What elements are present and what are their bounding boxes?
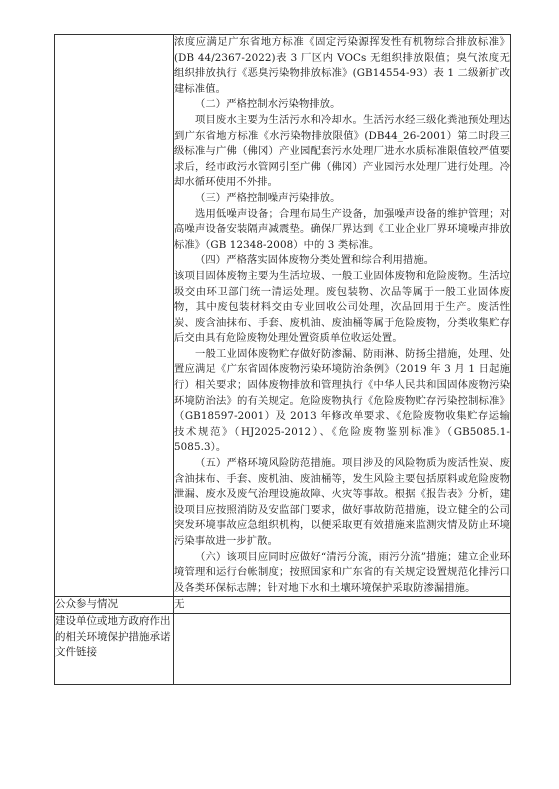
paragraph-4: （三）严格控制噪声污染排放。 [195,191,341,204]
paragraph-8: 一般工业固体废物贮存做好防渗漏、防雨淋、防扬尘措施，处理、处置应满足《广东省固体废物污染环境防治条例》（2019 年 3 月 1 日起施行）相关要求；固体废物排放和管理执行《中华人民共和国固体废物污染环境防治法》的有关规定。危险废物执行《危险废物贮存污染控制标准》（GB18597-2001）及 2013 年修改单要求、《危险废物收集贮存运输技术规范》（HJ2025-2012）、《危险废物鉴别标准》（GB5085.1-5085.3）。 [174,347,510,454]
measures-row [55,35,511,597]
paragraph-10: （六）该项目应同时应做好“清污分流，雨污分流”措施；建立企业环境管理和运行台帐制度；按照国家和广东省的有关规定设置规范化排污口及各类环保标志牌；针对地下水和土壤环境保护采取防渗漏措施。 [174,550,510,594]
public-participation-row [55,597,511,614]
measures-content-cell [174,35,511,597]
paragraph-5: 选用低噪声设备；合理布局生产设备，加强噪声设备的维护管理；对高噪声设备安装隔声减震垫。确保厂界达到《工业企业厂界环境噪声排放标准》（GB 12348-2008）中的 3 类标准。 [174,207,510,251]
paragraph-9: （五）严格环境风险防范措施。项目涉及的风险物质为废活性炭、废含油抹布、手套、废机油、废油桶等，发生风险主要包括原料或危险废物泄漏、废水及废气治理设施故障、火灾等事故。根据《报告表》分析，建设项目应按照消防及安监部门要求，做好事故防范措施，设立健全的公司突发环境事故应急组织机构，以便采取更有效措施来监测灾情及防止环境污染事故进一步扩散。 [174,457,510,547]
public-participation-label: 公众参与情况 [55,597,174,614]
public-participation-value: 无 [174,597,511,614]
paragraph-1: 浓度应满足广东省地方标准《固定污染源挥发性有机物综合排放标准》(DB 44/2367-2022)表 3 厂区内 VOCs 无组织排放限值；臭气浓度无组织排放执行《恶臭污染物排放标准》(GB14554-93）表 1 二级新扩改建标准值。 [174,36,510,95]
commitment-link-row [55,613,511,684]
paragraph-3: 项目废水主要为生活污水和冷却水。生活污水经三级化粪池预处理达到广东省地方标准《水污染物排放限值》(DB44_26-2001）第二时段三级标准与广佛（佛冈）产业园配套污水处理厂进水水质标准限值较严值要求后，经市政污水管网引至广佛（佛冈）产业园污水处理厂进行处理。冷却水循环使用不外排。 [174,113,510,189]
paragraph-6: （四）严格落实固体废物分类处置和综合利用措施。 [195,254,435,267]
measures-label-cell [55,35,174,597]
paragraph-2: （二）严格控制水污染物排放。 [195,98,341,111]
commitment-link-label: 建设单位或地方政府作出的相关环境保护措施承诺文件链接 [55,613,174,684]
paragraph-7: 该项目固体废物主要为生活垃圾、一般工业固体废物和危险废物。生活垃圾交由环卫部门统一清运处理。废包装物、次品等属于一般工业固体废物，其中废包装材料交由专业回收公司处理，次品回用于生产。废活性炭、废含油抹布、手套、废机油、废油桶等属于危险废物，分类收集贮存后交由具有危险废物处理处置资质单位收运处置。 [174,269,510,345]
commitment-link-value [174,613,511,684]
measures-table [54,34,511,685]
